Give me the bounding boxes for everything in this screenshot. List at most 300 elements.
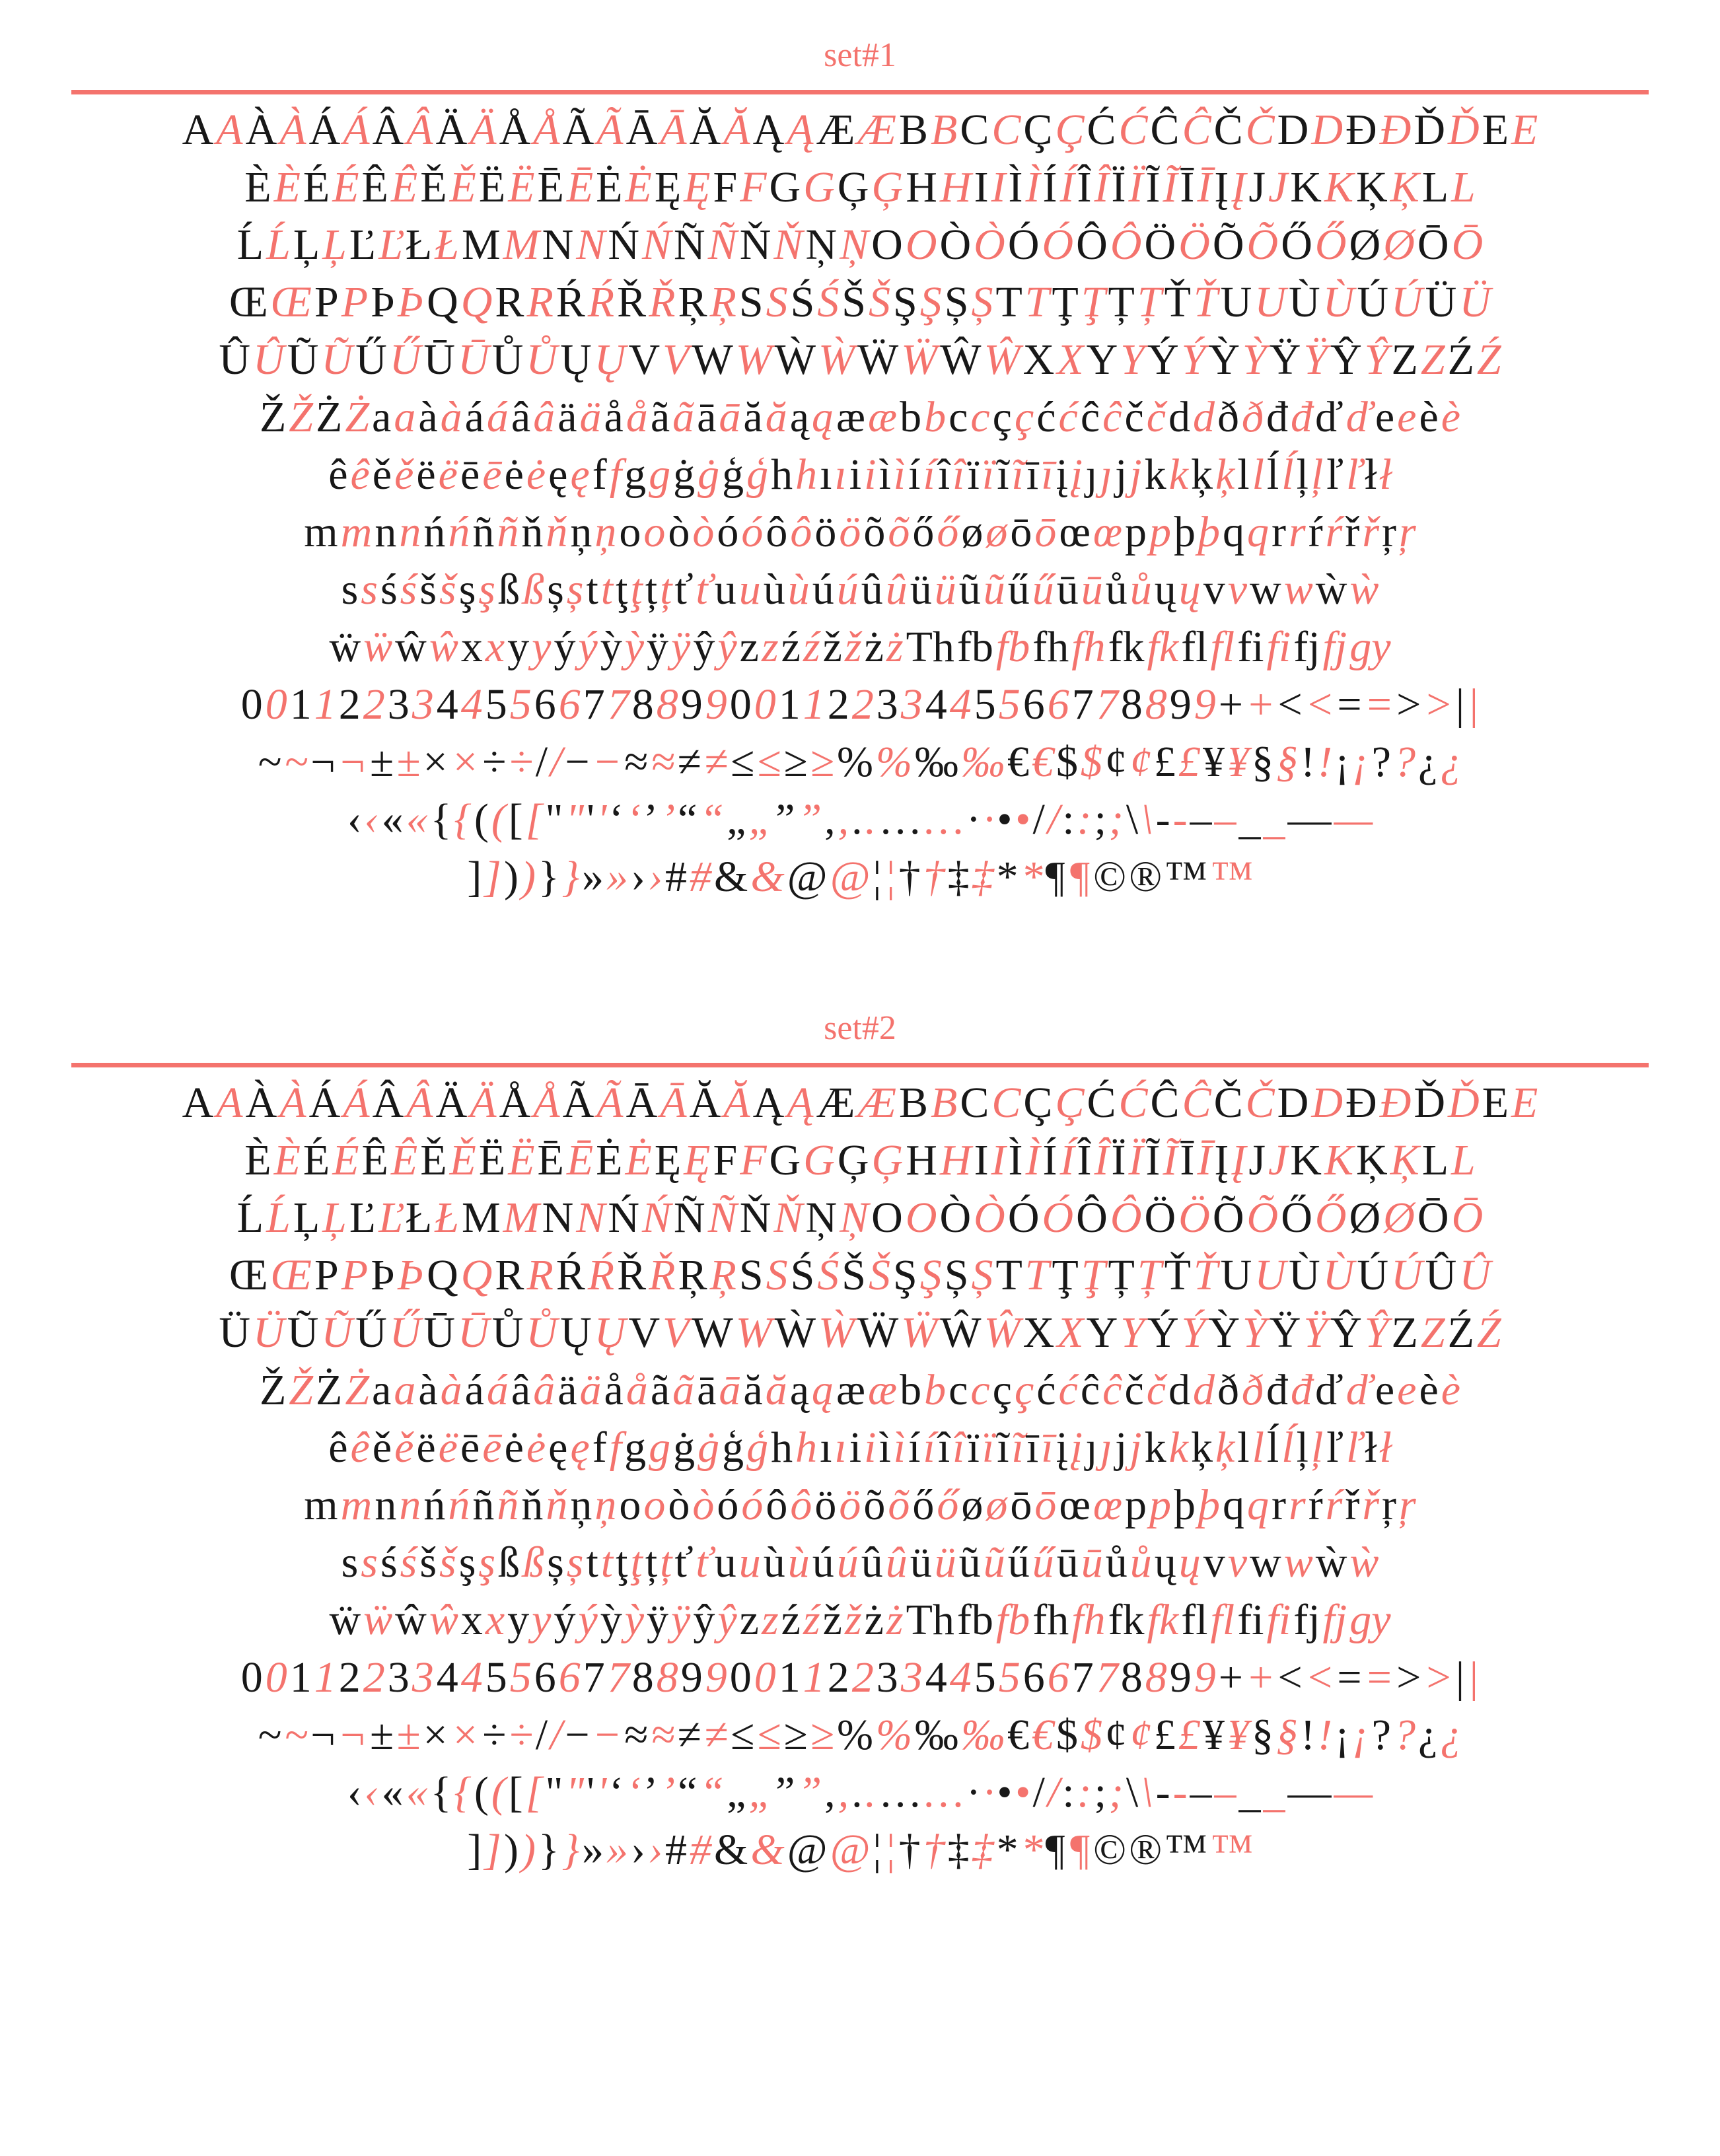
glyph-italic: ň bbox=[546, 508, 568, 556]
glyph-italic: Ģ bbox=[871, 1136, 904, 1184]
glyph-roman: fb bbox=[956, 623, 993, 671]
glyph-roman: 5 bbox=[485, 680, 507, 729]
glyph-roman: ķ bbox=[1190, 1423, 1213, 1472]
glyph-roman: Æ bbox=[816, 106, 855, 154]
glyph-roman: , bbox=[824, 795, 836, 844]
glyph-roman: ņ bbox=[570, 508, 592, 556]
glyph-italic: ¢ bbox=[1129, 1711, 1151, 1759]
glyph-italic: Š bbox=[869, 278, 890, 326]
glyph-roman: Ļ bbox=[293, 221, 320, 269]
glyph-row bbox=[0, 848, 1720, 906]
glyph-roman: K bbox=[1290, 163, 1322, 211]
glyph-italic: Ĩ bbox=[1163, 163, 1178, 211]
glyph-roman: Ģ bbox=[837, 1136, 869, 1184]
glyph-roman: L bbox=[1421, 1136, 1449, 1184]
glyph-italic: Ł bbox=[435, 1194, 459, 1242]
glyph-roman: Þ bbox=[371, 278, 395, 326]
glyph-roman: ò bbox=[668, 1481, 690, 1529]
glyph-roman: ! bbox=[1301, 1711, 1315, 1759]
glyph-roman: fk bbox=[1108, 1596, 1145, 1644]
glyph-italic: h bbox=[795, 450, 818, 499]
glyph-roman: Å bbox=[499, 1079, 531, 1127]
glyph-roman: Ó bbox=[1007, 1194, 1040, 1242]
glyph-roman: Ø bbox=[1349, 1194, 1381, 1242]
glyph-italic: § bbox=[1276, 1711, 1298, 1759]
glyph-roman: Ŗ bbox=[678, 278, 707, 326]
glyph-roman: fl bbox=[1181, 623, 1208, 671]
glyph-roman: Ç bbox=[1023, 106, 1053, 154]
glyph-row bbox=[0, 273, 1720, 331]
glyph-roman: ľ bbox=[1326, 1423, 1344, 1472]
glyph-italic: / bbox=[550, 738, 563, 786]
glyph-italic: } bbox=[561, 853, 580, 901]
glyph-italic: Ć bbox=[1118, 1079, 1148, 1127]
glyph-italic: å bbox=[626, 393, 648, 441]
glyph-italic: ţ bbox=[630, 1538, 643, 1587]
glyph-italic: ģ bbox=[746, 450, 769, 499]
glyph-roman: J bbox=[1248, 163, 1266, 211]
glyph-roman: m bbox=[304, 508, 338, 556]
glyph-italic: + bbox=[1245, 1653, 1275, 1702]
glyph-italic: ī bbox=[1041, 450, 1054, 499]
glyph-roman: − bbox=[565, 738, 590, 786]
glyph-italic: ż bbox=[886, 1596, 904, 1644]
glyph-italic: p bbox=[1149, 508, 1172, 556]
glyph-rows bbox=[0, 1070, 1720, 1879]
glyph-roman: ¢ bbox=[1105, 1711, 1127, 1759]
glyph-italic: Ź bbox=[1476, 336, 1501, 384]
glyph-italic: ÷ bbox=[509, 1711, 533, 1759]
glyph-roman: ü bbox=[910, 1538, 932, 1587]
glyph-roman: I bbox=[974, 163, 989, 211]
glyph-roman: ë bbox=[416, 450, 436, 499]
glyph-italic: Ỳ bbox=[1242, 1309, 1267, 1357]
glyph-roman: R bbox=[495, 278, 524, 326]
glyph-roman: 9 bbox=[680, 680, 703, 729]
glyph-italic: ů bbox=[1129, 1538, 1152, 1587]
set-title: set#2 bbox=[824, 1009, 896, 1047]
glyph-italic: Ň bbox=[773, 221, 803, 269]
glyph-roman: æ bbox=[836, 1366, 866, 1414]
glyph-italic: r bbox=[1289, 1481, 1306, 1529]
glyph-roman: Ű bbox=[355, 336, 387, 384]
glyph-italic: ð bbox=[1242, 1366, 1264, 1414]
glyph-roman: Ņ bbox=[805, 1194, 838, 1242]
glyph-italic: Å bbox=[533, 1079, 560, 1127]
glyph-roman: E bbox=[1482, 1079, 1509, 1127]
glyph-roman: ź bbox=[781, 623, 801, 671]
glyph-roman: < bbox=[1277, 680, 1303, 729]
glyph-italic: À bbox=[279, 1079, 306, 1127]
glyph-roman: Ē bbox=[537, 163, 564, 211]
glyph-italic: ļ bbox=[1310, 450, 1324, 499]
glyph-roman: N bbox=[542, 221, 574, 269]
glyph-italic: Ř bbox=[649, 278, 676, 326]
glyph-italic: Ż bbox=[345, 393, 370, 441]
glyph-italic: C bbox=[991, 106, 1021, 154]
glyph-italic: - bbox=[1172, 1768, 1188, 1816]
glyph-italic: Ŕ bbox=[587, 1251, 615, 1299]
glyph-italic: Æ bbox=[857, 1079, 896, 1127]
glyph-italic: V bbox=[663, 336, 690, 384]
glyph-italic: S bbox=[766, 278, 788, 326]
glyph-italic: 2 bbox=[363, 1653, 385, 1702]
glyph-italic: † bbox=[923, 853, 945, 901]
glyph-italic: fh bbox=[1071, 1596, 1106, 1644]
glyph-roman: Ò bbox=[939, 221, 972, 269]
glyph-roman: … bbox=[878, 1768, 923, 1816]
glyph-italic: d bbox=[1193, 1366, 1215, 1414]
glyph-italic: ľ bbox=[1346, 450, 1363, 499]
glyph-roman: Į bbox=[1214, 1136, 1229, 1184]
glyph-italic: ļ bbox=[1310, 1423, 1324, 1472]
glyph-italic: fj bbox=[1322, 623, 1347, 671]
glyph-italic: Ț bbox=[1137, 278, 1162, 326]
glyph-roman: 0 bbox=[240, 1653, 263, 1702]
glyph-italic: ì bbox=[893, 1423, 906, 1472]
glyph-roman: Ü bbox=[1425, 278, 1457, 326]
glyph-italic: 3 bbox=[412, 680, 434, 729]
glyph-roman: ẅ bbox=[329, 1596, 361, 1644]
glyph-roman: 0 bbox=[729, 1653, 752, 1702]
glyph-roman: Ê bbox=[361, 1136, 388, 1184]
glyph-roman: Ż bbox=[315, 393, 343, 441]
glyph-roman: Â bbox=[372, 106, 404, 154]
glyph-roman: ! bbox=[1301, 738, 1315, 786]
glyph-roman: ä bbox=[557, 393, 577, 441]
glyph-roman: W bbox=[692, 336, 733, 384]
glyph-roman: z bbox=[739, 623, 759, 671]
glyph-italic: N bbox=[576, 1194, 606, 1242]
glyph-italic: ĉ bbox=[1102, 1366, 1122, 1414]
glyph-roman: ť bbox=[674, 1538, 694, 1587]
glyph-roman: ÿ bbox=[647, 623, 669, 671]
glyph-roman: Á bbox=[308, 106, 341, 154]
glyph-roman: › bbox=[631, 853, 646, 901]
glyph-italic: B bbox=[931, 106, 958, 154]
glyph-roman: ļ bbox=[1296, 1423, 1308, 1472]
glyph-roman: ē bbox=[460, 1423, 480, 1472]
glyph-roman: M bbox=[461, 1194, 501, 1242]
glyph-italic: ë bbox=[438, 1423, 458, 1472]
glyph-roman: { bbox=[430, 1768, 452, 1816]
glyph-roman: 1 bbox=[289, 1653, 312, 1702]
glyph-italic: D bbox=[1311, 1079, 1344, 1127]
glyph-italic: . bbox=[865, 1768, 877, 1816]
glyph-italic: à bbox=[440, 1366, 462, 1414]
glyph-roman: s bbox=[341, 565, 359, 614]
glyph-italic: Ő bbox=[1314, 221, 1347, 269]
glyph-roman: Ż bbox=[315, 1366, 343, 1414]
glyph-italic: ŵ bbox=[429, 623, 458, 671]
glyph-italic: ń bbox=[448, 1481, 470, 1529]
glyph-roman: Th bbox=[906, 1596, 954, 1644]
glyph-italic: Į bbox=[1231, 1136, 1246, 1184]
glyph-roman: @ bbox=[787, 853, 828, 901]
glyph-roman: ( bbox=[474, 1768, 489, 1816]
glyph-roman: đ bbox=[1266, 1366, 1289, 1414]
glyph-italic: ş bbox=[478, 565, 496, 614]
glyph-italic: Ã bbox=[596, 106, 624, 154]
glyph-roman: ļ bbox=[1296, 450, 1308, 499]
glyph-roman: â bbox=[511, 1366, 531, 1414]
glyph-italic: â bbox=[533, 1366, 555, 1414]
glyph-italic: ≠ bbox=[703, 1711, 729, 1759]
glyph-italic: fb bbox=[995, 1596, 1030, 1644]
glyph-roman: ÷ bbox=[482, 1711, 507, 1759]
glyph-roman: ŷ bbox=[693, 1596, 715, 1644]
glyph-italic: ẁ bbox=[1349, 1538, 1379, 1587]
glyph-italic: d bbox=[1193, 393, 1215, 441]
glyph-italic: a bbox=[394, 393, 416, 441]
glyph-italic: w bbox=[1283, 1538, 1313, 1587]
glyph-italic: ź bbox=[803, 623, 820, 671]
glyph-roman: 4 bbox=[925, 1653, 947, 1702]
glyph-roman: Ș bbox=[944, 1251, 969, 1299]
glyph-roman: ” bbox=[775, 795, 795, 844]
glyph-italic: ã bbox=[672, 1366, 695, 1414]
glyph-italic: ã bbox=[672, 393, 695, 441]
glyph-roman: ž bbox=[822, 623, 842, 671]
glyph-italic: Q bbox=[460, 1251, 493, 1299]
glyph-italic: ű bbox=[1032, 565, 1054, 614]
glyph-italic: c bbox=[970, 393, 990, 441]
glyph-roman: 8 bbox=[1120, 680, 1143, 729]
glyph-roman: ű bbox=[1007, 1538, 1030, 1587]
glyph-roman: K bbox=[1290, 1136, 1322, 1184]
glyph-roman: É bbox=[303, 1136, 330, 1184]
glyph-roman: ? bbox=[1371, 738, 1391, 786]
glyph-roman: Œ bbox=[229, 278, 268, 326]
glyph-italic: ù bbox=[787, 1538, 810, 1587]
glyph-italic: Ā bbox=[660, 106, 687, 154]
glyph-italic: • bbox=[1015, 1768, 1030, 1816]
glyph-roman: ŗ bbox=[1382, 1481, 1397, 1529]
glyph-italic: ȷ bbox=[1100, 1423, 1112, 1472]
glyph-italic: á bbox=[486, 393, 509, 441]
glyph-italic: 8 bbox=[1145, 680, 1167, 729]
glyph-roman: ĩ bbox=[997, 450, 1009, 499]
glyph-italic: „ bbox=[748, 795, 773, 844]
glyph-roman: ȷ bbox=[1085, 1423, 1098, 1472]
glyph-italic: / bbox=[1047, 795, 1060, 844]
glyph-roman: y bbox=[507, 1596, 530, 1644]
glyph-italic: ž bbox=[844, 1596, 862, 1644]
glyph-roman: õ bbox=[863, 508, 886, 556]
glyph-roman: ä bbox=[557, 1366, 577, 1414]
glyph-roman: 6 bbox=[1022, 680, 1045, 729]
glyph-italic: E bbox=[1511, 1079, 1538, 1127]
glyph-italic: Â bbox=[406, 106, 433, 154]
glyph-italic: Ë bbox=[508, 163, 535, 211]
glyph-italic: « bbox=[406, 795, 428, 844]
glyph-roman: J bbox=[1248, 1136, 1266, 1184]
glyph-roman: e bbox=[1375, 393, 1395, 441]
glyph-italic: ŗ bbox=[1399, 1481, 1416, 1529]
glyph-roman: ť bbox=[674, 565, 694, 614]
glyph-italic: 1 bbox=[314, 680, 336, 729]
glyph-roman: M bbox=[461, 221, 501, 269]
glyph-italic: ķ bbox=[1215, 1423, 1235, 1472]
glyph-roman: Ų bbox=[560, 336, 592, 384]
glyph-roman: Ľ bbox=[349, 221, 376, 269]
glyph-roman: − bbox=[565, 1711, 590, 1759]
glyph-roman: ý bbox=[554, 623, 576, 671]
glyph-roman: fb bbox=[956, 1596, 993, 1644]
glyph-roman: Ŷ bbox=[1330, 336, 1362, 384]
glyph-roman: 5 bbox=[974, 680, 996, 729]
glyph-italic: 3 bbox=[900, 1653, 923, 1702]
glyph-italic: g bbox=[649, 1423, 671, 1472]
glyph-row bbox=[0, 561, 1720, 618]
glyph-roman: Ŗ bbox=[678, 1251, 707, 1299]
glyph-roman: Ï bbox=[1111, 1136, 1126, 1184]
glyph-italic: y bbox=[532, 1596, 552, 1644]
glyph-roman: Ę bbox=[654, 1136, 682, 1184]
glyph-roman: Ü bbox=[219, 1309, 251, 1357]
glyph-italic: U bbox=[1254, 278, 1286, 326]
glyph-italic: r bbox=[1289, 508, 1306, 556]
glyph-italic: ũ bbox=[983, 565, 1005, 614]
glyph-roman: b bbox=[900, 1366, 922, 1414]
glyph-roman: w bbox=[1250, 565, 1281, 614]
glyph-roman: v bbox=[1203, 1538, 1225, 1587]
glyph-roman: þ bbox=[1174, 1481, 1196, 1529]
glyph-roman: å bbox=[604, 1366, 624, 1414]
glyph-roman: ó bbox=[717, 1481, 739, 1529]
glyph-roman: . bbox=[851, 1768, 863, 1816]
glyph-italic: Ä bbox=[470, 106, 497, 154]
glyph-roman: fi bbox=[1237, 623, 1264, 671]
glyph-roman: Š bbox=[842, 1251, 866, 1299]
glyph-italic: ś bbox=[400, 565, 417, 614]
glyph-roman: Ẁ bbox=[774, 336, 816, 384]
glyph-roman: Th bbox=[906, 623, 954, 671]
glyph-italic: Z bbox=[1420, 336, 1445, 384]
glyph-roman: ö bbox=[814, 1481, 837, 1529]
glyph-italic: Đ bbox=[1379, 1079, 1412, 1127]
glyph-italic: î bbox=[952, 450, 965, 499]
glyph-roman: Û bbox=[219, 336, 251, 384]
glyph-roman: - bbox=[1155, 795, 1170, 844]
glyph-italic: ș bbox=[566, 565, 584, 614]
glyph-italic: % bbox=[876, 738, 912, 786]
glyph-roman: Ĉ bbox=[1150, 1079, 1180, 1127]
glyph-italic: ó bbox=[741, 1481, 764, 1529]
glyph-roman: Ĩ bbox=[1145, 163, 1161, 211]
glyph-italic: Ā bbox=[660, 1079, 687, 1127]
glyph-italic: Ķ bbox=[1390, 163, 1419, 211]
glyph-roman: ũ bbox=[958, 1538, 981, 1587]
glyph-roman: ĺ bbox=[1266, 450, 1279, 499]
glyph-italic: › bbox=[648, 853, 663, 901]
glyph-italic: > bbox=[1423, 1653, 1453, 1702]
glyph-roman: ř bbox=[1345, 1481, 1360, 1529]
glyph-italic: ” bbox=[797, 1768, 822, 1816]
glyph-roman: # bbox=[665, 1826, 688, 1874]
glyph-italic: 7 bbox=[607, 1653, 629, 1702]
glyph-italic: Ŵ bbox=[984, 336, 1021, 384]
glyph-roman: Č bbox=[1213, 106, 1243, 154]
glyph-roman: ø bbox=[961, 1481, 984, 1529]
glyph-italic: 0 bbox=[754, 680, 776, 729]
glyph-italic: = bbox=[1364, 680, 1394, 729]
glyph-roman: m bbox=[304, 1481, 338, 1529]
glyph-roman: } bbox=[538, 1826, 559, 1874]
glyph-roman: B bbox=[899, 106, 929, 154]
glyph-roman: g bbox=[624, 1423, 647, 1472]
glyph-roman: € bbox=[1007, 738, 1029, 786]
glyph-roman: ă bbox=[743, 393, 763, 441]
glyph-roman: a bbox=[372, 393, 392, 441]
glyph-row bbox=[0, 216, 1720, 273]
glyph-row bbox=[0, 1706, 1720, 1764]
glyph-italic: … bbox=[925, 1768, 964, 1816]
glyph-italic: Q bbox=[460, 278, 493, 326]
glyph-roman: ţ bbox=[616, 1538, 628, 1587]
glyph-roman: ö bbox=[814, 508, 837, 556]
glyph-roman: ň bbox=[521, 1481, 544, 1529]
glyph-roman: 3 bbox=[876, 680, 898, 729]
glyph-roman: Ŵ bbox=[940, 1309, 982, 1357]
glyph-roman: e bbox=[1375, 1366, 1395, 1414]
glyph-roman: fl bbox=[1181, 1596, 1208, 1644]
glyph-roman: Ì bbox=[1008, 1136, 1023, 1184]
glyph-italic: “ bbox=[699, 795, 725, 844]
glyph-italic: fk bbox=[1147, 623, 1179, 671]
glyph-italic: O bbox=[905, 1194, 937, 1242]
glyph-italic: f bbox=[609, 1423, 622, 1472]
glyph-italic: š bbox=[439, 1538, 456, 1587]
glyph-italic: 9 bbox=[705, 680, 727, 729]
glyph-italic: Œ bbox=[270, 278, 312, 326]
glyph-italic: b bbox=[924, 393, 947, 441]
glyph-italic: Û bbox=[253, 336, 285, 384]
glyph-roman: ų bbox=[1154, 565, 1176, 614]
glyph-italic: ý bbox=[578, 623, 598, 671]
glyph-roman: ø bbox=[961, 508, 984, 556]
glyph-italic: ñ bbox=[497, 1481, 519, 1529]
glyph-roman: & bbox=[714, 853, 748, 901]
glyph-roman: Ō bbox=[1417, 1194, 1449, 1242]
glyph-italic: È bbox=[273, 1136, 301, 1184]
glyph-italic: Ō bbox=[1451, 1194, 1484, 1242]
glyph-italic: fh bbox=[1071, 623, 1106, 671]
glyph-roman: ( bbox=[474, 795, 489, 844]
glyph-italic: Ê bbox=[390, 1136, 418, 1184]
glyph-roman: Ć bbox=[1087, 1079, 1116, 1127]
glyph-italic: í bbox=[923, 450, 935, 499]
glyph-roman: Õ bbox=[1212, 221, 1244, 269]
glyph-italic: ỳ bbox=[624, 623, 645, 671]
glyph-roman: Ė bbox=[596, 163, 623, 211]
glyph-italic: Ŷ bbox=[1364, 336, 1389, 384]
glyph-italic: í bbox=[923, 1423, 935, 1472]
glyph-roman: Ĺ bbox=[236, 221, 264, 269]
glyph-italic: > bbox=[1423, 680, 1453, 729]
glyph-italic: € bbox=[1032, 738, 1054, 786]
glyph-italic: ) bbox=[520, 853, 536, 901]
glyph-italic: Ō bbox=[1451, 221, 1484, 269]
glyph-roman: ™ bbox=[1165, 853, 1207, 901]
glyph-italic: ý bbox=[578, 1596, 598, 1644]
glyph-roman: 6 bbox=[1022, 1653, 1045, 1702]
glyph-roman: ł bbox=[1365, 450, 1377, 499]
glyph-italic: ť bbox=[696, 1538, 712, 1587]
glyph-italic: N bbox=[576, 221, 606, 269]
glyph-italic: æ bbox=[868, 1366, 898, 1414]
glyph-roman: ź bbox=[781, 1596, 801, 1644]
